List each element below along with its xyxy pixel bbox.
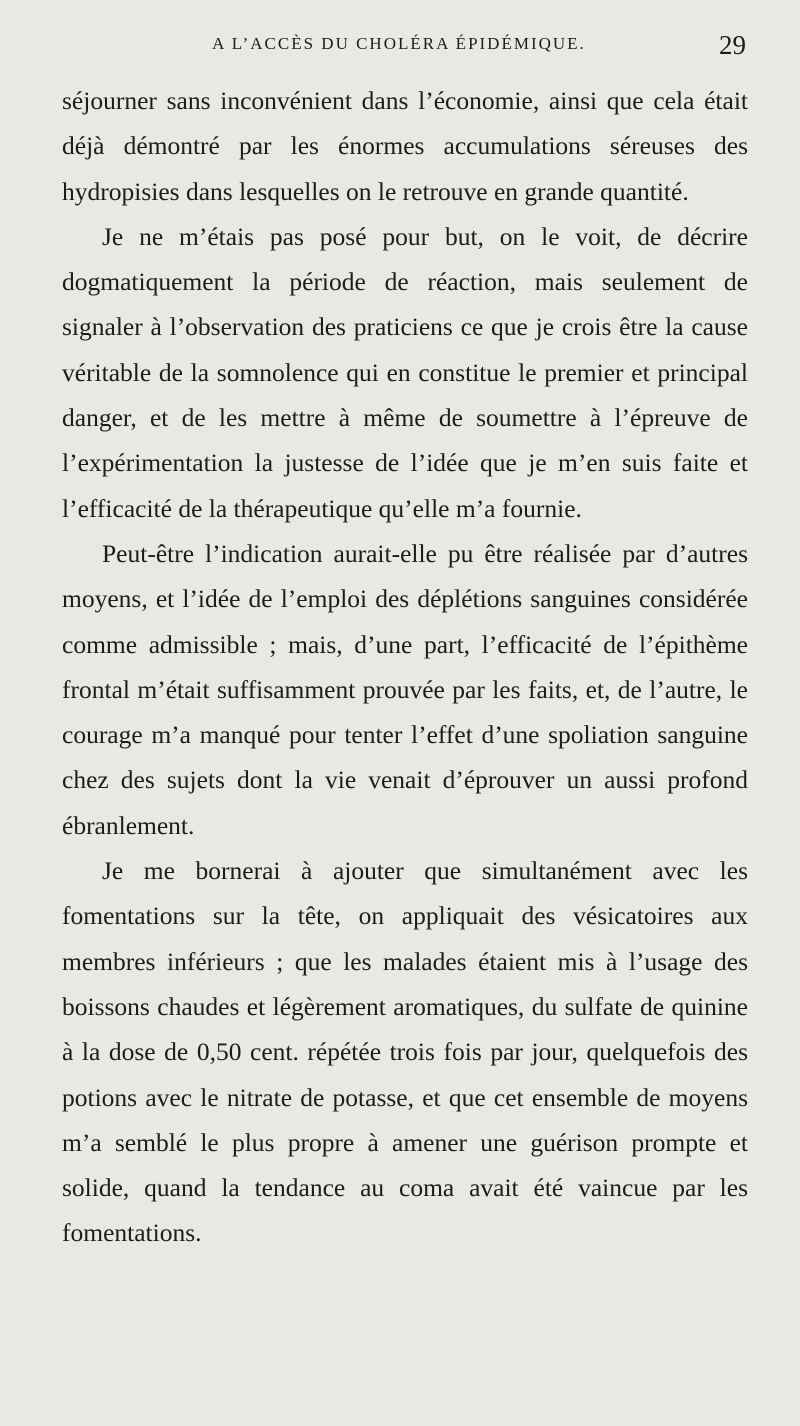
paragraph: Je me bornerai à ajouter que simultanément avec les fomentations sur la tête, on appliquait des vésicatoires aux membres inférieurs ; que les malades étaient mis à l’usage des boissons chaudes et légèrement aromatiques, du sulfate de quinine à la dose de 0,50 cent. répétée trois fois par jour, quelquefois des potions avec le nitrate de potasse, et que cet ensemble de moyens m’a semblé le plus propre à amener une guérison prompte et solide, quand la tendance au coma avait été vaincue par les fomentations. bbox=[62, 856, 748, 1248]
paragraph: Je ne m’étais pas posé pour but, on le voit, de décrire dogmatiquement la période de réaction, mais seulement de signaler à l’observation des praticiens ce que je crois être la cause véritable de la somnolence qui en constitue le premier et principal danger, et de les mettre à même de soumettre à l’épreuve de l’expérimentation la justesse de l’idée que je m’en suis faite et l’efficacité de la thérapeutique qu’elle m’a fournie. bbox=[62, 221, 748, 523]
paragraph-continuation: séjourner sans inconvénient dans l’économie, ainsi que cela était déjà démontré par les énormes accumulations séreuses des hydropisies dans lesquelles on le retrouve en grande quantité. bbox=[62, 86, 748, 206]
running-head bbox=[50, 30, 748, 78]
body-text bbox=[62, 78, 748, 1256]
page-number: 29 bbox=[719, 30, 746, 60]
running-title: A L’ACCÈS DU CHOLÉRA ÉPIDÉMIQUE. bbox=[212, 34, 586, 53]
paragraph: Peut-être l’indication aurait-elle pu être réalisée par d’autres moyens, et l’idée de l’emploi des déplétions sanguines considérée comme admissible ; mais, d’une part, l’efficacité de l’épithème frontal m’était suffisamment prouvée par les faits, et, de l’autre, le courage m’a manqué pour tenter l’effet d’une spoliation sanguine chez des sujets dont la vie venait d’éprouver un aussi profond ébranlement. bbox=[62, 538, 748, 840]
